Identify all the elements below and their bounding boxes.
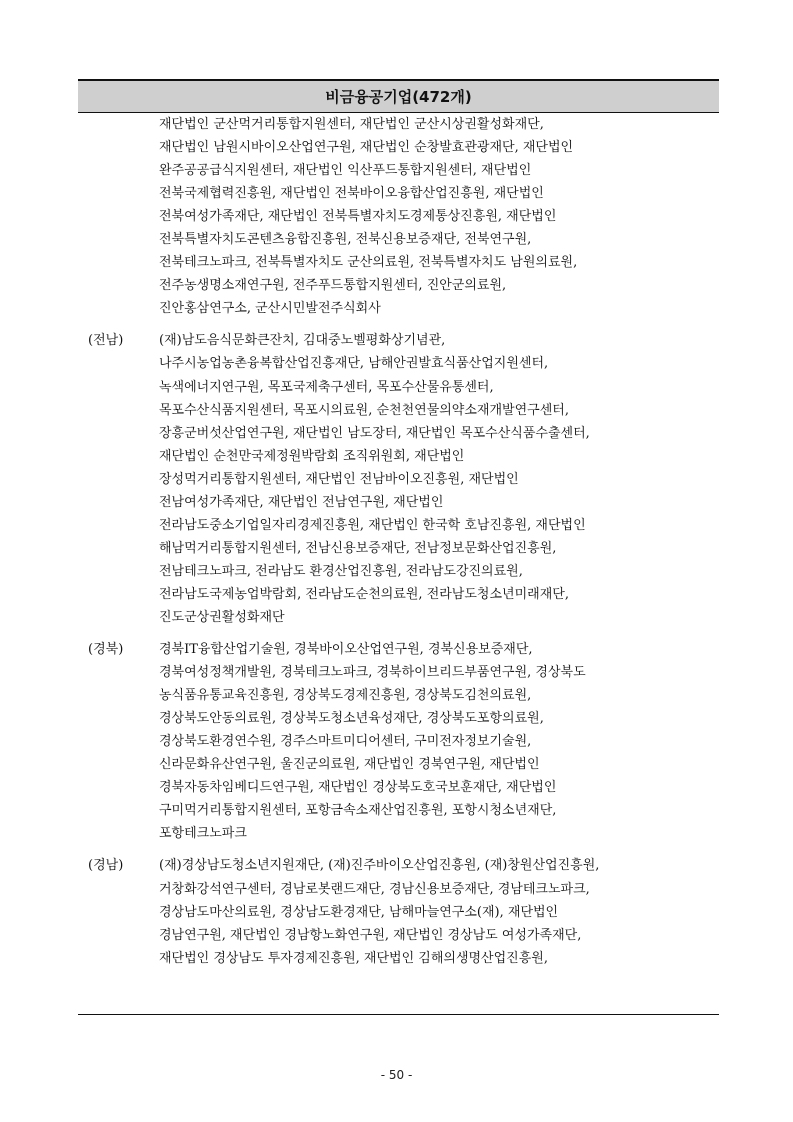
list-line: 전북특별자치도콘텐츠융합진흥원, 전북신용보증재단, 전북연구원,: [159, 232, 532, 248]
list-line: 목포수산식품지원센터, 목포시의료원, 순천천연물의약소재개발연구센터,: [159, 402, 569, 418]
list-line: 거창화강석연구센터, 경남로봇랜드재단, 경남신용보증재단, 경남테크노파크,: [159, 881, 590, 897]
region-label: (경남): [88, 858, 124, 874]
list-line: 전남여성가족재단, 재단법인 전남연구원, 재단법인: [159, 494, 444, 510]
table-body: [78, 113, 719, 1015]
list-line: 재단법인 경상남도 투자경제진흥원, 재단법인 김해의생명산업진흥원,: [159, 950, 548, 966]
list-line: 해남먹거리통합지원센터, 전남신용보증재단, 전남정보문화산업진흥원,: [159, 540, 557, 556]
list-line: 재단법인 남원시바이오산업연구원, 재단법인 순창발효관광재단, 재단법인: [159, 140, 574, 156]
list-line: 농식품유통교육진흥원, 경상북도경제진흥원, 경상북도김천의료원,: [159, 688, 532, 704]
list-line: 나주시농업농촌융복합산업진흥재단, 남해안권발효식품산업지원센터,: [159, 356, 549, 372]
list-line: 전북국제협력진흥원, 재단법인 전북바이오융합산업진흥원, 재단법인: [159, 186, 544, 202]
table-header: [78, 81, 719, 113]
list-line: 진도군상권활성화재단: [159, 609, 285, 625]
list-line: 포항테크노파크: [159, 826, 247, 842]
section-gyeongbuk: [78, 638, 719, 845]
page-number: - 50 -: [380, 1068, 413, 1082]
list-line: 구미먹거리통합지원센터, 포항금속소재산업진흥원, 포항시청소년재단,: [159, 803, 557, 819]
list-line: 완주공공급식지원센터, 재단법인 익산푸드통합지원센터, 재단법인: [159, 163, 532, 179]
list-line: 경북IT융합산업기술원, 경북바이오산업연구원, 경북신용보증재단,: [159, 642, 533, 658]
list-line: 장성먹거리통합지원센터, 재단법인 전남바이오진흥원, 재단법인: [159, 471, 519, 487]
list-line: 전주농생명소재연구원, 전주푸드통합지원센터, 진안군의료원,: [159, 278, 507, 294]
list-line: 경남연구원, 재단법인 경남항노화연구원, 재단법인 경상남도 여성가족재단,: [159, 927, 582, 943]
list-line: 경상남도마산의료원, 경상남도환경재단, 남해마늘연구소(재), 재단법인: [159, 904, 559, 920]
list-line: 전북테크노파크, 전북특별자치도 군산의료원, 전북특별자치도 남원의료원,: [159, 255, 578, 271]
list-line: 경상북도안동의료원, 경상북도청소년육성재단, 경상북도포항의료원,: [159, 711, 544, 727]
list-line: 전남테크노파크, 전라남도 환경산업진흥원, 전라남도강진의료원,: [159, 563, 523, 579]
list-line: (재)경상남도청소년지원재단, (재)진주바이오산업진흥원, (재)창원산업진흥원,: [159, 858, 600, 874]
list-line: 장흥군버섯산업연구원, 재단법인 남도장터, 재단법인 목포수산식품수출센터,: [159, 425, 590, 441]
institution-table: [78, 79, 719, 1015]
list-line: 재단법인 순천만국제정원박람회 조직위원회, 재단법인: [159, 448, 465, 464]
list-line: 경북자동차임베디드연구원, 재단법인 경상북도호국보훈재단, 재단법인: [159, 780, 557, 796]
list-line: 진안홍삼연구소, 군산시민발전주식회사: [159, 301, 381, 317]
list-line: 신라문화유산연구원, 울진군의료원, 재단법인 경북연구원, 재단법인: [159, 757, 540, 773]
list-line: 전북여성가족재단, 재단법인 전북특별자치도경제통상진흥원, 재단법인: [159, 209, 557, 225]
section-jeonnam: [78, 329, 719, 629]
list-line: 경북여성정책개발원, 경북테크노파크, 경북하이브리드부품연구원, 경상북도: [159, 665, 586, 681]
table-bottom-rule: [78, 1014, 719, 1015]
region-label: (전남): [88, 333, 124, 349]
list-line: (재)남도음식문화큰잔치, 김대중노벨평화상기념관,: [159, 333, 446, 349]
list-line: 녹색에너지연구원, 목포국제축구센터, 목포수산물유통센터,: [159, 379, 494, 395]
list-line: 전라남도중소기업일자리경제진흥원, 재단법인 한국학 호남진흥원, 재단법인: [159, 517, 586, 533]
list-line: 전라남도국제농업박람회, 전라남도순천의료원, 전라남도청소년미래재단,: [159, 586, 569, 602]
section-gyeongnam: [78, 854, 719, 969]
list-line: 경상북도환경연수원, 경주스마트미디어센터, 구미전자정보기술원,: [159, 734, 532, 750]
list-line: 재단법인 군산먹거리통합지원센터, 재단법인 군산시상권활성화재단,: [159, 117, 544, 132]
table-header-title: 비금융공기업(472개): [325, 88, 472, 106]
section-jeonbuk: [78, 113, 719, 320]
region-label: (경북): [88, 642, 124, 658]
